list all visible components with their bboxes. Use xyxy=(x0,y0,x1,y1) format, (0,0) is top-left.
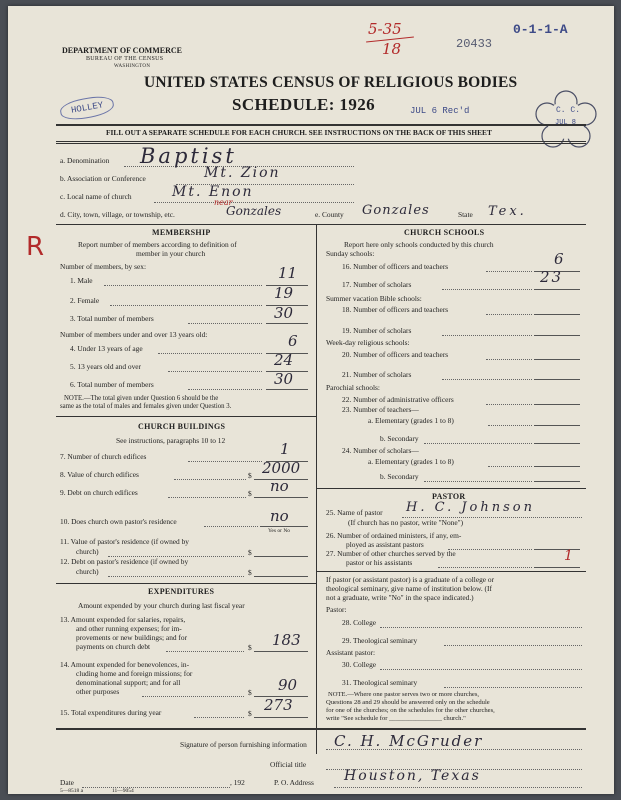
q26-line-2: ployed as assistant pastors xyxy=(346,540,424,549)
q11-dollar: $ xyxy=(248,548,252,557)
graduate-note-1: If pastor (or assistant pastor) is a graduate of a college or xyxy=(326,575,495,584)
state-value: Tex. xyxy=(488,204,527,219)
q14-line-3: denominational support; and for all xyxy=(76,678,181,687)
cc-stamp-top: C. C. xyxy=(556,106,581,115)
q15-dollar: $ xyxy=(248,709,252,718)
q27-line-2: pastor or his assistants xyxy=(346,558,413,567)
q20-label: 20. Number of officers and teachers xyxy=(342,350,449,359)
q19-label: 19. Number of scholars xyxy=(342,326,412,335)
q11-label-1: 11. Value of pastor's residence (if owned by xyxy=(60,537,189,546)
q13-line-2: and other running expenses; for im- xyxy=(76,624,182,633)
association-label: b. Association or Conference xyxy=(60,174,146,183)
q15-value: 273 xyxy=(264,696,293,714)
q27-line-1: 27. Number of other churches served by the xyxy=(326,549,456,558)
q18-label: 18. Number of officers and teachers xyxy=(342,305,449,314)
signature-label: Signature of person furnishing information xyxy=(180,740,307,749)
expenditures-heading: EXPENDITURES xyxy=(148,587,215,596)
membership-intro-2: member in your church xyxy=(136,249,206,258)
print-number: 11—9054 xyxy=(112,788,134,794)
form-title: UNITED STATES CENSUS OF RELIGIOUS BODIES xyxy=(144,74,518,91)
denomination-label: a. Denomination xyxy=(60,156,110,165)
q22-label: 22. Number of administrative officers xyxy=(342,395,454,404)
schedule-title: SCHEDULE: 1926 xyxy=(232,95,376,114)
q7-label: 7. Number of church edifices xyxy=(60,452,147,461)
form-number: 5—8518 a xyxy=(60,788,84,794)
census-schedule-sheet xyxy=(8,6,614,794)
official-title-label: Official title xyxy=(270,760,307,769)
county-label: e. County xyxy=(315,210,344,219)
membership-intro-1: Report number of members according to definition of xyxy=(78,240,237,249)
q11-label-2: church) xyxy=(76,547,99,556)
q24b-label: b. Secondary xyxy=(380,472,419,481)
q16-label: 16. Number of officers and teachers xyxy=(342,262,449,271)
red-fraction-bottom: 18 xyxy=(382,40,402,58)
q12-label-2: church) xyxy=(76,567,99,576)
q10-hint: Yes or No xyxy=(268,528,291,534)
pastor-note-2: Questions 28 and 29 should be answered only on the schedule xyxy=(326,699,490,706)
instruction-line: FILL OUT A SEPARATE SCHEDULE FOR EACH CHURCH. SEE INSTRUCTIONS ON THE BACK OF THIS SHEET xyxy=(106,128,492,137)
number-stamp: 20433 xyxy=(456,37,493,51)
q17-value: 23 xyxy=(540,268,564,286)
q27-value: 1 xyxy=(564,548,573,564)
q13-dollar: $ xyxy=(248,643,252,652)
code-stamp: 0-1-1-A xyxy=(513,22,568,37)
association-value: Mt. Zion xyxy=(204,165,281,181)
q1-label: 1. Male xyxy=(70,276,93,285)
q8-dollar: $ xyxy=(248,471,252,480)
pastor-heading: PASTOR xyxy=(432,492,466,501)
q24-label: 24. Number of scholars— xyxy=(342,446,419,455)
expenditures-intro: Amount expended by your church during last fiscal year xyxy=(78,601,245,610)
q8-label: 8. Value of church edifices xyxy=(60,470,139,479)
county-value: Gonzales xyxy=(362,203,430,218)
q12-label-1: 12. Debt on pastor's residence (if owned by xyxy=(60,557,189,566)
q14-value: 90 xyxy=(278,676,298,694)
q4-value: 6 xyxy=(288,332,298,350)
po-address-value: Houston, Texas xyxy=(344,768,481,784)
state-label: State xyxy=(458,210,473,219)
q25-label: 25. Name of pastor xyxy=(326,508,383,517)
holley-stamp: HOLLEY xyxy=(59,93,116,122)
department-name: DEPARTMENT OF COMMERCE xyxy=(62,46,183,55)
q25-value: H. C. Johnson xyxy=(406,500,536,515)
summer-schools-label: Summer vacation Bible schools: xyxy=(326,294,422,303)
q2-value: 19 xyxy=(274,284,294,302)
q30-label: 30. College xyxy=(342,660,377,669)
bureau-name: BUREAU OF THE CENSUS xyxy=(86,56,164,62)
q13-line-3: provements or new buildings; and for xyxy=(76,633,188,642)
q13-line-1: 13. Amount expended for salaries, repairs, xyxy=(60,615,186,624)
q3-label: 3. Total number of members xyxy=(70,314,154,323)
buildings-heading: CHURCH BUILDINGS xyxy=(138,422,226,431)
weekday-schools-label: Week-day religious schools: xyxy=(326,338,410,347)
q23a-label: a. Elementary (grades 1 to 8) xyxy=(368,416,454,425)
membership-note-1: NOTE.—The total given under Question 6 should be the xyxy=(64,395,219,402)
date-label: Date xyxy=(60,778,74,787)
red-r-mark: R xyxy=(26,232,45,262)
q28-label: 28. College xyxy=(342,618,377,627)
buildings-intro: See instructions, paragraphs 10 to 12 xyxy=(116,436,226,445)
q8-value: 2000 xyxy=(262,459,301,477)
q2-label: 2. Female xyxy=(70,296,100,305)
q4-label: 4. Under 13 years of age xyxy=(70,344,143,353)
q21-label: 21. Number of scholars xyxy=(342,370,412,379)
q13-value: 183 xyxy=(272,631,301,649)
parochial-schools-label: Parochial schools: xyxy=(326,383,380,392)
schools-intro: Report here only schools conducted by this church xyxy=(344,240,494,249)
q9-dollar: $ xyxy=(248,489,252,498)
q31-label: 31. Theological seminary xyxy=(342,678,418,687)
q16-value: 6 xyxy=(554,250,564,268)
q9-label: 9. Debt on church edifices xyxy=(60,488,138,497)
membership-heading: MEMBERSHIP xyxy=(152,228,211,237)
q13-line-4: payments on church debt xyxy=(76,642,151,651)
graduate-note-3: not a graduate, write "No" in the space indicated.) xyxy=(326,593,474,602)
pastor-note-3: for one of the churches; on the schedules for the other churches, xyxy=(326,707,495,714)
local-name-value: Mt. Enon xyxy=(172,184,254,200)
city-value: Gonzales xyxy=(226,204,282,218)
red-fraction-top: 5-35 xyxy=(368,20,402,38)
pastor-note-1: NOTE.—Where one pastor serves two or more churches, xyxy=(328,691,480,698)
signature-value: C. H. McGruder xyxy=(334,732,484,750)
q14-line-2: cluding home and foreign missions; for xyxy=(76,669,193,678)
city-near-note: near xyxy=(214,198,233,207)
q23-label: 23. Number of teachers— xyxy=(342,405,419,414)
graduate-note-2: theological seminary, give name of institution below. (If xyxy=(326,584,492,593)
q14-line-1: 14. Amount expended for benevolences, in- xyxy=(60,660,190,669)
bureau-city: WASHINGTON xyxy=(114,64,151,69)
q3-value: 30 xyxy=(274,304,294,322)
q25-hint: (If church has no pastor, write "None") xyxy=(348,518,464,527)
q14-dollar: $ xyxy=(248,688,252,697)
q10-label: 10. Does church own pastor's residence xyxy=(60,517,177,526)
q12-dollar: $ xyxy=(248,568,252,577)
pastor-sublabel: Pastor: xyxy=(326,605,347,614)
pastor-note-4: write "See schedule for ________________ church." xyxy=(326,715,466,722)
city-label: d. City, town, village, or township, etc. xyxy=(60,210,175,219)
q24a-label: a. Elementary (grades 1 to 8) xyxy=(368,457,454,466)
cc-stamp-bottom: JUL 8 xyxy=(555,119,577,127)
q23b-label: b. Secondary xyxy=(380,434,419,443)
q6-label: 6. Total number of members xyxy=(70,380,154,389)
q14-line-4: other purposes xyxy=(76,687,120,696)
q5-label: 5. 13 years old and over xyxy=(70,362,142,371)
age-intro-label: Number of members under and over 13 years old: xyxy=(60,330,208,339)
q26-line-1: 26. Number of ordained ministers, if any, em- xyxy=(326,531,462,540)
q9-value: no xyxy=(270,477,289,495)
q15-label: 15. Total expenditures during year xyxy=(60,708,162,717)
q5-value: 24 xyxy=(274,351,294,369)
date-year-label: , 192 xyxy=(230,778,245,787)
q29-label: 29. Theological seminary xyxy=(342,636,418,645)
q6-value: 30 xyxy=(274,370,294,388)
schools-heading: CHURCH SCHOOLS xyxy=(404,228,485,237)
local-name-label: c. Local name of church xyxy=(60,192,132,201)
q7-value: 1 xyxy=(280,440,290,458)
received-stamp: JUL 6 Rec'd xyxy=(410,106,470,116)
denomination-value: Baptist xyxy=(140,144,237,168)
by-sex-label: Number of members, by sex: xyxy=(60,262,146,271)
po-address-label: P. O. Address xyxy=(274,778,314,787)
q10-value: no xyxy=(270,507,289,525)
q1-value: 11 xyxy=(278,264,298,282)
q17-label: 17. Number of scholars xyxy=(342,280,412,289)
sunday-schools-label: Sunday schools: xyxy=(326,249,375,258)
membership-note-2: same as the total of males and females given under Question 3. xyxy=(60,403,232,410)
assistant-sublabel: Assistant pastor: xyxy=(326,648,376,657)
